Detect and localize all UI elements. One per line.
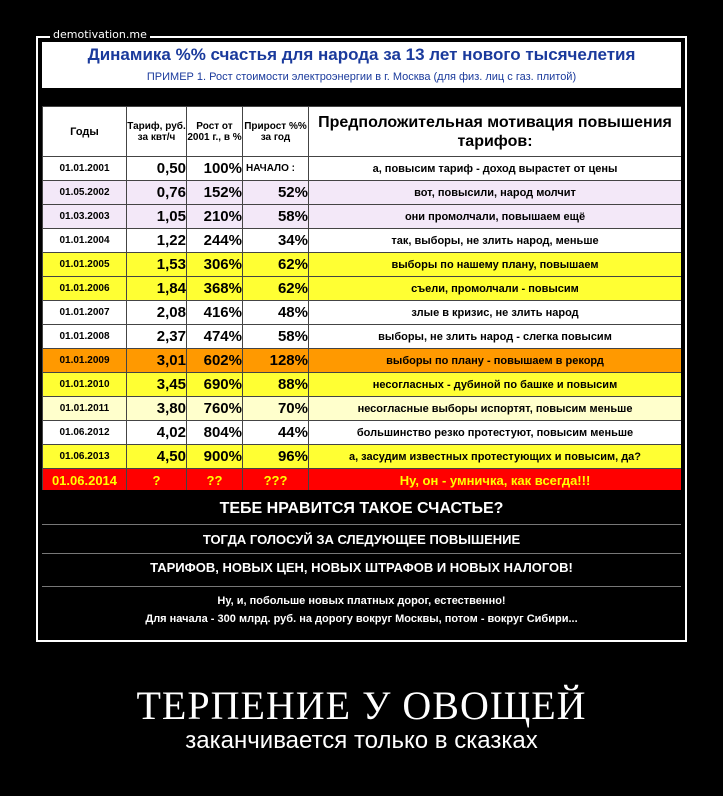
- growth-cell: 900%: [187, 445, 243, 469]
- motivation-cell: они промолчали, повышаем ещё: [309, 205, 682, 229]
- header-increase: Прирост %% за год: [243, 107, 309, 157]
- motivation-cell: несогласных - дубиной по башке и повысим: [309, 373, 682, 397]
- increase-cell: 52%: [243, 181, 309, 205]
- motivation-cell: Ну, он - умничка, как всегда!!!: [309, 469, 682, 493]
- watermark-text: demotivation.me: [50, 28, 150, 42]
- date-cell: 01.01.2008: [43, 325, 127, 349]
- divider: [42, 586, 681, 587]
- table-row: [43, 277, 682, 301]
- date-cell: 01.01.2006: [43, 277, 127, 301]
- increase-cell: НАЧАЛО :: [243, 157, 309, 181]
- table-row: [43, 181, 682, 205]
- increase-cell: 34%: [243, 229, 309, 253]
- motivation-cell: съели, промолчали - повысим: [309, 277, 682, 301]
- question-line: ТЕБЕ НРАВИТСЯ ТАКОЕ СЧАСТЬЕ?: [219, 500, 504, 517]
- increase-cell: 70%: [243, 397, 309, 421]
- header-years: Годы: [43, 107, 127, 157]
- tariff-cell: 1,53: [127, 253, 187, 277]
- taxes-line: ТАРИФОВ, НОВЫХ ЦЕН, НОВЫХ ШТРАФОВ И НОВЫХ НАЛОГОВ!: [150, 560, 573, 575]
- table-row: [43, 469, 682, 493]
- date-cell: 01.01.2004: [43, 229, 127, 253]
- increase-cell: 58%: [243, 205, 309, 229]
- motivation-cell: а, повысим тариф - доход вырастет от цены: [309, 157, 682, 181]
- header-growth: Рост от 2001 г., в %: [187, 107, 243, 157]
- tariff-cell: ?: [127, 469, 187, 493]
- increase-cell: 62%: [243, 277, 309, 301]
- growth-cell: 602%: [187, 349, 243, 373]
- tariff-table: [42, 106, 681, 493]
- increase-cell: 44%: [243, 421, 309, 445]
- table-header-row: [43, 107, 682, 157]
- growth-cell: 100%: [187, 157, 243, 181]
- tariff-cell: 3,80: [127, 397, 187, 421]
- poster-image: [42, 42, 681, 636]
- tariff-cell: 2,08: [127, 301, 187, 325]
- increase-cell: 62%: [243, 253, 309, 277]
- tariff-cell: 1,05: [127, 205, 187, 229]
- date-cell: 01.01.2009: [43, 349, 127, 373]
- growth-cell: 690%: [187, 373, 243, 397]
- tariff-cell: 2,37: [127, 325, 187, 349]
- table-row: [43, 253, 682, 277]
- date-cell: 01.01.2005: [43, 253, 127, 277]
- poster-subtitle-bar: [42, 70, 681, 88]
- divider: [42, 553, 681, 554]
- table-body: [43, 157, 682, 493]
- date-cell: 01.06.2013: [43, 445, 127, 469]
- growth-cell: ??: [187, 469, 243, 493]
- date-cell: 01.05.2002: [43, 181, 127, 205]
- growth-cell: 244%: [187, 229, 243, 253]
- tariff-cell: 4,02: [127, 421, 187, 445]
- growth-cell: 152%: [187, 181, 243, 205]
- increase-cell: 128%: [243, 349, 309, 373]
- growth-cell: 306%: [187, 253, 243, 277]
- table-row: [43, 445, 682, 469]
- table-row: [43, 421, 682, 445]
- table-row: [43, 157, 682, 181]
- tariff-cell: 4,50: [127, 445, 187, 469]
- tariff-cell: 0,50: [127, 157, 187, 181]
- growth-cell: 210%: [187, 205, 243, 229]
- table-row: [43, 301, 682, 325]
- tariff-cell: 3,01: [127, 349, 187, 373]
- caption-title: ТЕРПЕНИЕ У ОВОЩЕЙ: [136, 683, 587, 728]
- increase-cell: 48%: [243, 301, 309, 325]
- table-row: [43, 325, 682, 349]
- poster-subtitle: ПРИМЕР 1. Рост стоимости электроэнергии в г. Москва (для физ. лиц с газ. плитой): [146, 71, 577, 83]
- motivation-cell: выборы по плану - повышаем в рекорд: [309, 349, 682, 373]
- black-gap: [42, 88, 681, 106]
- increase-cell: ???: [243, 469, 309, 493]
- header-tariff: Тариф, руб. за квт/ч: [127, 107, 187, 157]
- date-cell: 01.01.2010: [43, 373, 127, 397]
- motivation-cell: а, засудим известных протестующих и повысим, да?: [309, 445, 682, 469]
- motivation-cell: выборы, не злить народ - слегка повысим: [309, 325, 682, 349]
- date-cell: 01.03.2003: [43, 205, 127, 229]
- motivation-cell: так, выборы, не злить народ, меньше: [309, 229, 682, 253]
- tariff-cell: 1,84: [127, 277, 187, 301]
- header-motivation: Предположительная мотивация повышения тарифов:: [309, 107, 682, 157]
- caption-subtitle: заканчивается только в сказках: [185, 727, 538, 754]
- motivation-cell: большинство резко протестуют, повысим меньше: [309, 421, 682, 445]
- increase-cell: 88%: [243, 373, 309, 397]
- table-row: [43, 205, 682, 229]
- roads-line: Ну, и, побольше новых платных дорог, естественно!: [217, 595, 506, 607]
- date-cell: 01.01.2011: [43, 397, 127, 421]
- tariff-cell: 3,45: [127, 373, 187, 397]
- tariff-cell: 0,76: [127, 181, 187, 205]
- increase-cell: 58%: [243, 325, 309, 349]
- divider: [42, 524, 681, 525]
- table-row: [43, 229, 682, 253]
- growth-cell: 760%: [187, 397, 243, 421]
- poster-title-bar: [42, 42, 681, 70]
- table-row: [43, 349, 682, 373]
- motivation-cell: злые в кризис, не злить народ: [309, 301, 682, 325]
- increase-cell: 96%: [243, 445, 309, 469]
- moscow-road-line: Для начала - 300 млрд. руб. на дорогу вокруг Москвы, потом - вокруг Сибири...: [145, 613, 578, 625]
- growth-cell: 804%: [187, 421, 243, 445]
- table-row: [43, 397, 682, 421]
- motivation-cell: выборы по нашему плану, повышаем: [309, 253, 682, 277]
- table-row: [43, 373, 682, 397]
- motivation-cell: вот, повысили, народ молчит: [309, 181, 682, 205]
- date-cell: 01.01.2001: [43, 157, 127, 181]
- motivation-cell: несогласные выборы испортят, повысим меньше: [309, 397, 682, 421]
- poster-title: Динамика %% счастья для народа за 13 лет нового тысячелетия: [87, 45, 636, 64]
- bottom-panel: [42, 490, 681, 636]
- tariff-cell: 1,22: [127, 229, 187, 253]
- vote-line: ТОГДА ГОЛОСУЙ ЗА СЛЕДУЮЩЕЕ ПОВЫШЕНИЕ: [202, 532, 521, 547]
- date-cell: 01.06.2014: [43, 469, 127, 493]
- date-cell: 01.01.2007: [43, 301, 127, 325]
- growth-cell: 416%: [187, 301, 243, 325]
- date-cell: 01.06.2012: [43, 421, 127, 445]
- growth-cell: 474%: [187, 325, 243, 349]
- growth-cell: 368%: [187, 277, 243, 301]
